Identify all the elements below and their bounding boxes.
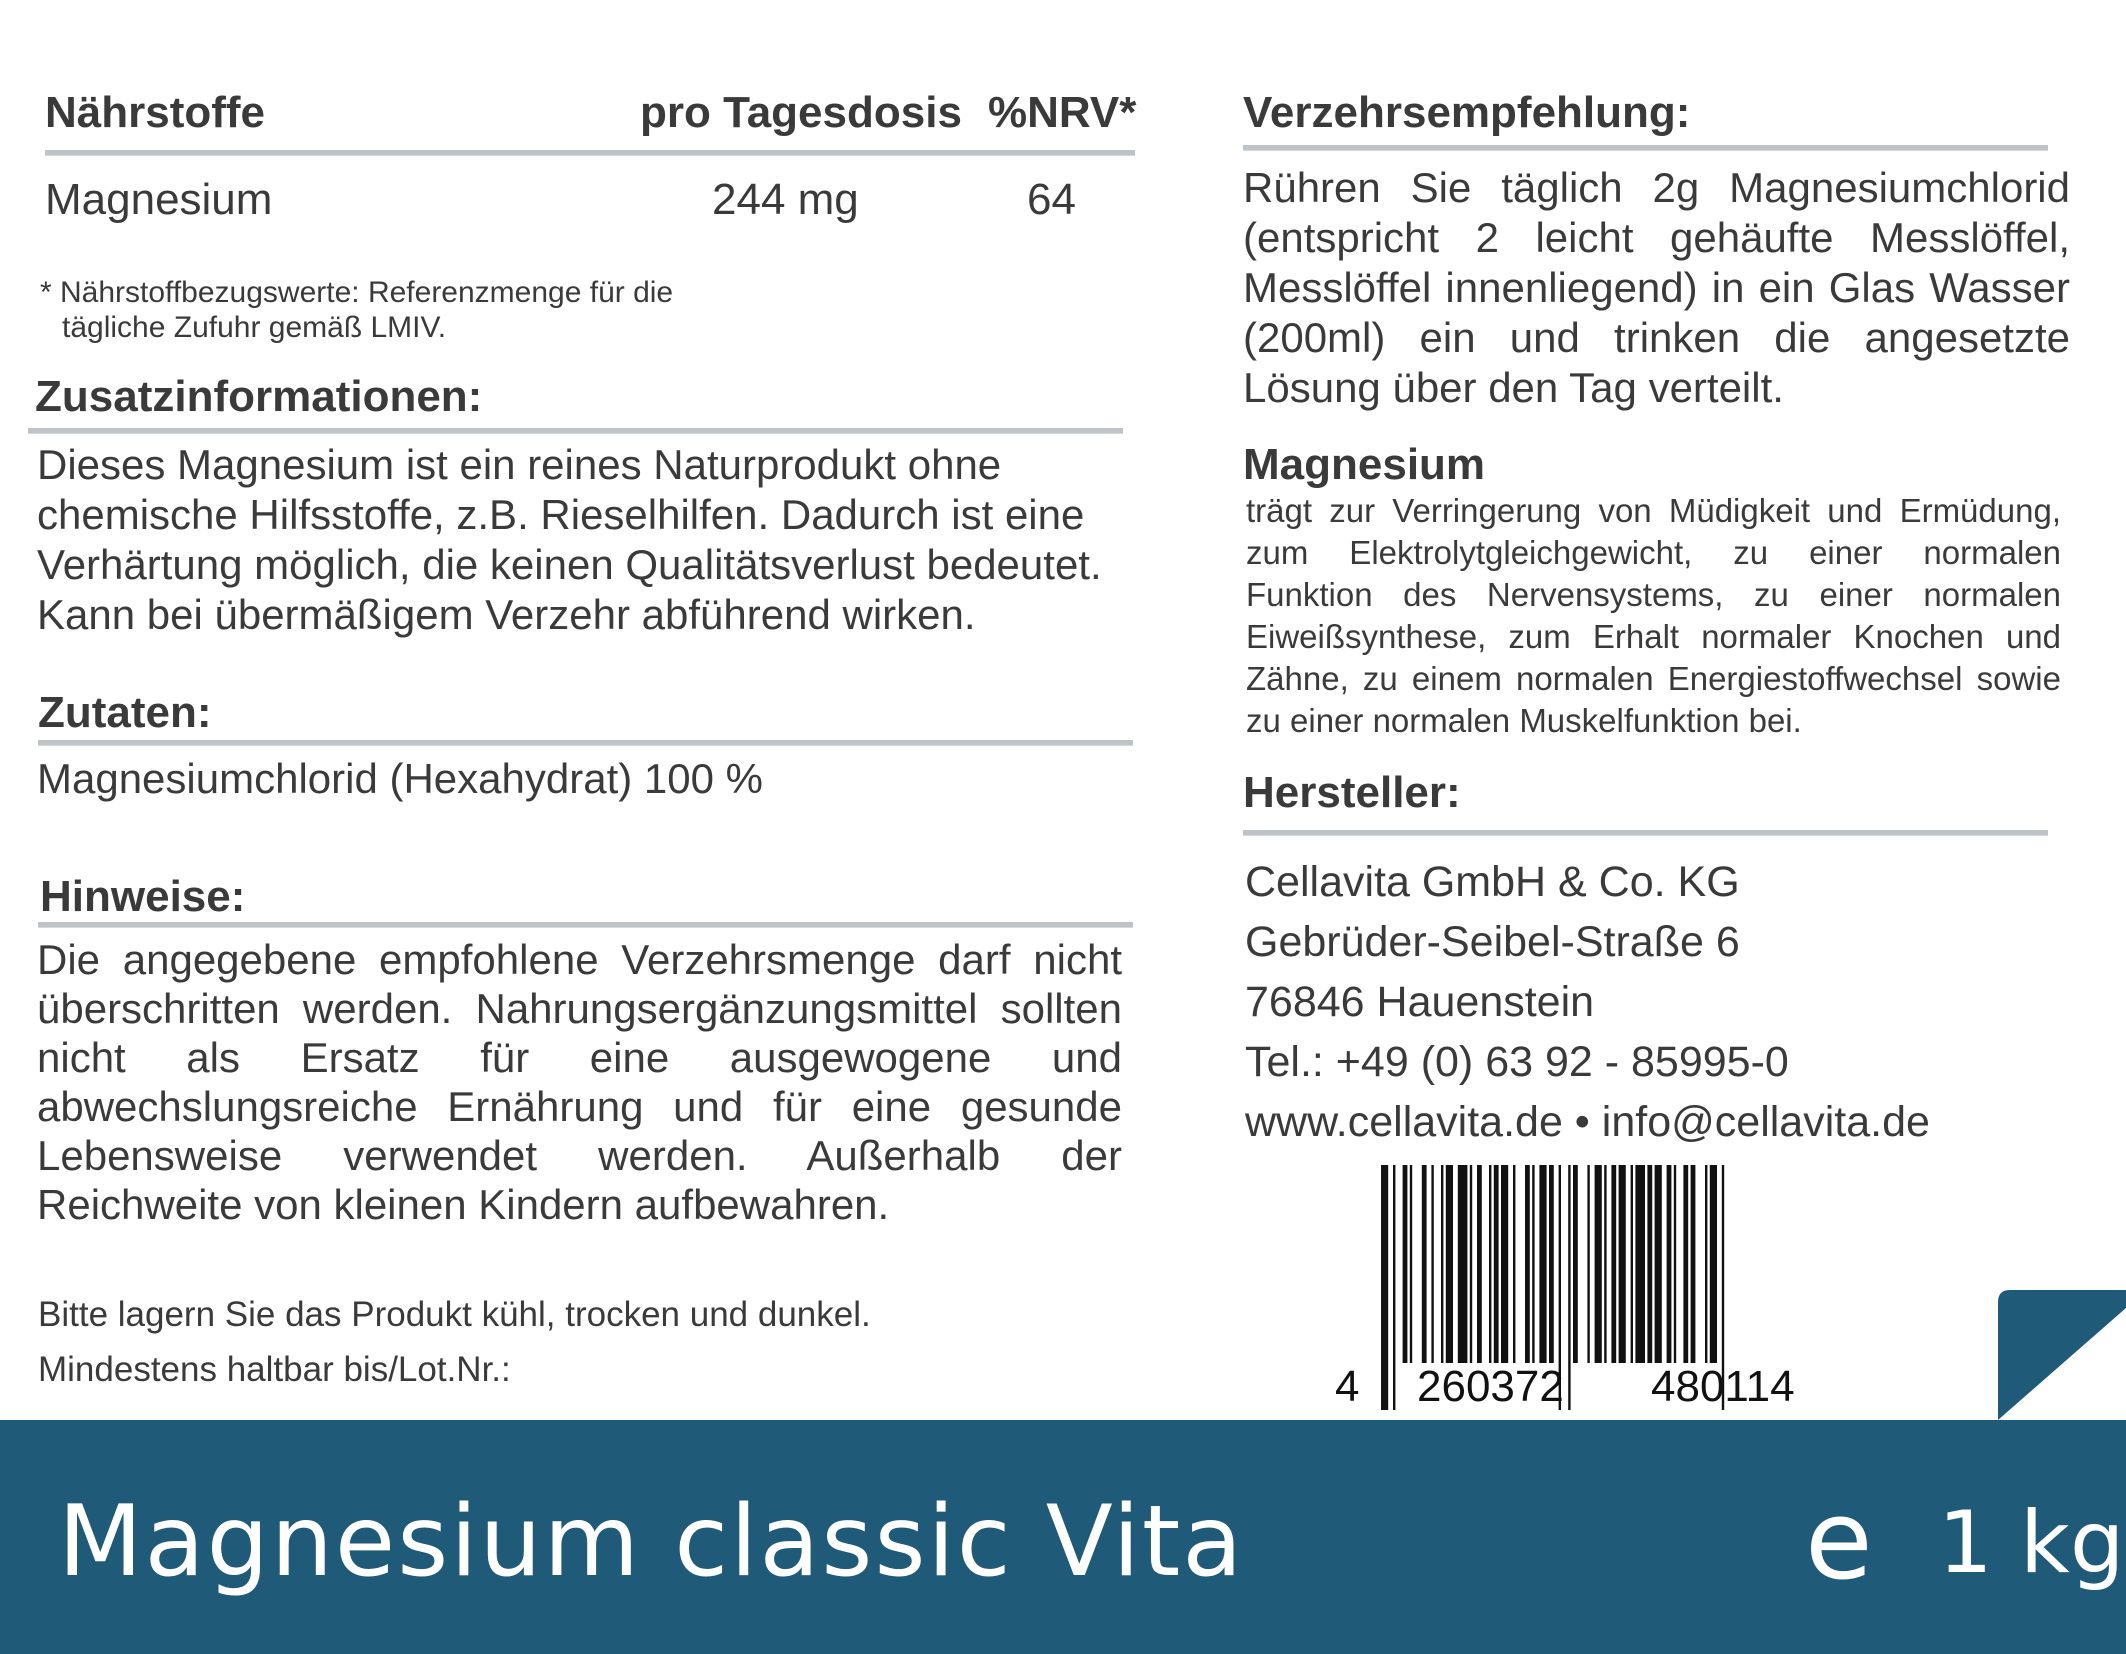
- barcode-bar: [1458, 1165, 1468, 1363]
- nutrient-nrv-cell: 64: [1027, 175, 1076, 224]
- barcode-bar: [1595, 1165, 1602, 1363]
- nutrients-header-dose: pro Tagesdosis: [640, 88, 962, 137]
- barcode-bar: [1691, 1165, 1696, 1363]
- company-name: Cellavita GmbH & Co. KG: [1245, 858, 1740, 906]
- barcode-bar: [1446, 1165, 1453, 1363]
- barcode-bar: [1683, 1165, 1688, 1363]
- barcode-bar: [1403, 1165, 1408, 1363]
- nutrient-dose-cell: 244 mg: [712, 175, 859, 224]
- barcode-bar: [1674, 1165, 1676, 1363]
- barcode-bar: [1513, 1165, 1515, 1363]
- barcode-bar: [1647, 1165, 1652, 1363]
- barcode-bar: [1410, 1165, 1412, 1363]
- barcode-bar: [1441, 1165, 1443, 1363]
- barcode-bar: [1501, 1165, 1508, 1363]
- magnesium-claim-text: trägt zur Verringerung von Müdigkeit und Ermüdung, zum Elektrolytgleichgewicht, zu einer normalen Funktion des Nervensystems, zu einer normalen Eiweißsynthese, zum Erhalt normaler Knochen und Zähne, zu einem normalen Energiestoffwechsel sowie zu einer normalen Muskelfunktion bei.: [1246, 492, 2061, 739]
- barcode-bar: [1532, 1165, 1534, 1363]
- barcode-bar: [1470, 1165, 1472, 1363]
- storage-note: Bitte lagern Sie das Produkt kühl, trocken und dunkel.: [38, 1295, 871, 1334]
- barcode-digit-right: 480114: [1651, 1362, 1795, 1411]
- hinweise-divider: [38, 922, 1133, 928]
- company-web-email: www.cellavita.de • info@cellavita.de: [1245, 1098, 1930, 1146]
- barcode-bar: [1611, 1165, 1616, 1363]
- verzehr-text: Rühren Sie täglich 2g Magnesiumchlorid (entspricht 2 leicht gehäufte Messlöffel, Messlöffel innenliegend) in ein Glas Wasser (200ml) ein und trinken die angesetzte Lösung über den Tag verteilt.: [1243, 164, 2070, 411]
- barcode-digit-prefix: 4: [1335, 1362, 1360, 1411]
- barcode-bar: [1710, 1165, 1717, 1363]
- barcode-digit-left: 260372: [1417, 1362, 1564, 1411]
- company-street: Gebrüder-Seibel-Straße 6: [1245, 918, 1740, 966]
- estimated-sign-icon: e: [1805, 1476, 1873, 1604]
- zusatz-text: Dieses Magnesium ist ein reines Naturprodukt ohne chemische Hilfsstoffe, z.B. Rieselhilfen. Dadurch ist eine Verhärtung möglich, die keinen Qualitätsverlust bedeutet. Kann bei übermäßigem Verzehr abführend wirken.: [37, 441, 1102, 638]
- zusatz-divider: [28, 428, 1123, 434]
- barcode-bar: [1587, 1165, 1589, 1363]
- barcode-bar: [1422, 1165, 1427, 1363]
- nutrient-name-cell: Magnesium: [45, 175, 273, 224]
- net-weight: 1 kg: [1938, 1493, 2125, 1593]
- barcode-bar: [1525, 1165, 1530, 1363]
- barcode-bar: [1549, 1165, 1554, 1363]
- nutrients-header-name: Nährstoffe: [45, 88, 266, 137]
- barcode-bar: [1573, 1165, 1578, 1363]
- barcode-bar: [1604, 1165, 1606, 1363]
- barcode-bar: [1705, 1165, 1707, 1363]
- barcode-bar: [1635, 1165, 1645, 1363]
- barcode-bar: [1431, 1165, 1433, 1363]
- nutrients-footnote-cont: tägliche Zufuhr gemäß LMIV.: [62, 311, 447, 344]
- best-before-label: Mindestens haltbar bis/Lot.Nr.:: [38, 1350, 511, 1389]
- barcode-bar: [1494, 1165, 1499, 1363]
- barcode-bar: [1539, 1165, 1546, 1363]
- company-city: 76846 Hauenstein: [1245, 978, 1595, 1026]
- zusatz-heading: Zusatzinformationen:: [35, 372, 483, 421]
- barcode-number: [1335, 1362, 1885, 1412]
- company-phone: Tel.: +49 (0) 63 92 - 85995-0: [1245, 1038, 1789, 1086]
- barcode-bar: [1477, 1165, 1482, 1363]
- hinweise-heading: Hinweise:: [40, 872, 246, 921]
- zutaten-text: Magnesiumchlorid (Hexahydrat) 100 %: [37, 755, 763, 802]
- nutrients-header-nrv: %NRV*: [988, 88, 1137, 137]
- hersteller-heading: Hersteller:: [1243, 768, 1461, 817]
- barcode-bar: [1489, 1165, 1491, 1363]
- hersteller-divider: [1243, 830, 2048, 836]
- verzehr-divider: [1243, 145, 2048, 151]
- zutaten-heading: Zutaten:: [38, 688, 212, 737]
- barcode-bar: [1631, 1165, 1633, 1363]
- verzehr-heading: Verzehrsempfehlung:: [1243, 88, 1691, 137]
- barcode-bar: [1619, 1165, 1626, 1363]
- nutrients-divider: [45, 150, 1135, 156]
- barcode-bar: [1655, 1165, 1662, 1363]
- zutaten-divider: [38, 740, 1133, 746]
- product-title: Magnesium classic Vita: [58, 1485, 1245, 1599]
- hinweise-text: Die angegebene empfohlene Verzehrsmenge darf nicht überschritten werden. Nahrungsergänzungsmittel sollten nicht als Ersatz für eine ausgewogene und abwechslungsreiche Ernährung und für eine gesunde Lebensweise verwendet werden. Außerhalb der Reichweite von kleinen Kindern aufbewahren.: [37, 936, 1122, 1228]
- barcode-bar: [1667, 1165, 1672, 1363]
- magnesium-heading: Magnesium: [1243, 440, 1486, 489]
- corner-badge: [1998, 1290, 2126, 1420]
- nutrients-footnote: * Nährstoffbezugswerte: Referenzmenge für die: [40, 276, 674, 309]
